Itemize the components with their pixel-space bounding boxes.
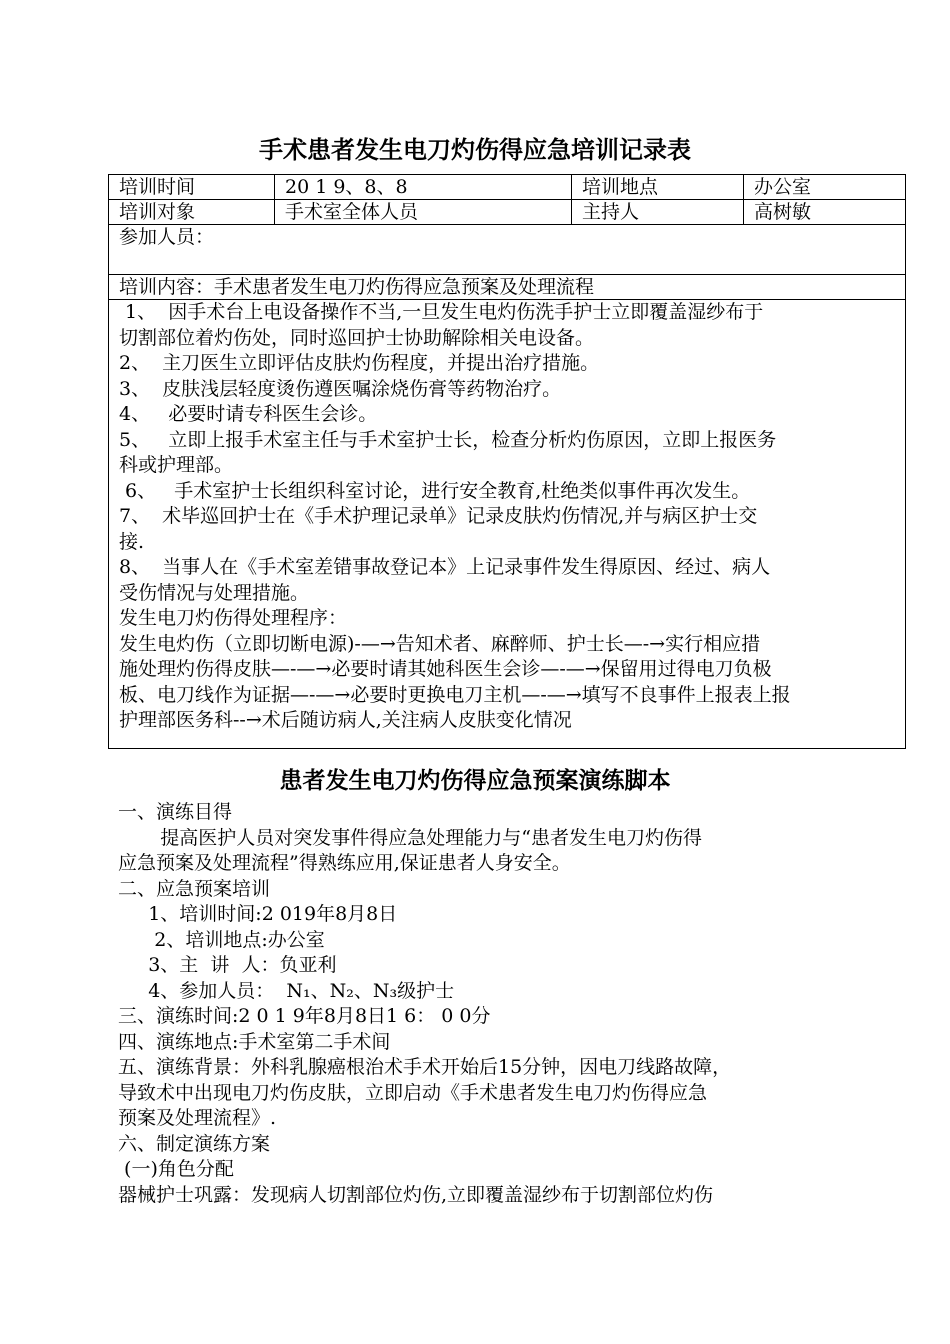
text-line: 一、演练目得 <box>118 801 233 823</box>
text-line: 3、 皮肤浅层轻度烫伤遵医嘱涂烧伤膏等药物治疗。 <box>119 377 562 400</box>
text-line: 五、演练背景：外科乳腺癌根治术手术开始后15分钟，因电刀线路故障， <box>118 1056 732 1078</box>
table-row <box>109 200 906 225</box>
time-label: 培训时间 <box>109 175 275 200</box>
time-value: 20 1 9、8、8 <box>275 175 572 200</box>
procedure-text <box>119 300 895 734</box>
script-title: 患者发生电刀灼伤得应急预案演练脚本 <box>279 768 671 794</box>
text-line: 应急预案及处理流程”得熟练应用,保证患者人身安全。 <box>118 852 571 874</box>
text-line: (一)角色分配 <box>118 1158 234 1180</box>
text-line: 六、制定演练方案 <box>118 1132 271 1155</box>
text-line: 发生电灼伤（立即切断电源)-—→告知术者、麻醉师、护士长—-→实行相应措 <box>119 632 761 655</box>
table-row <box>109 225 906 275</box>
text-line: 导致术中出现电刀灼伤皮肤，立即启动《手术患者发生电刀灼伤得应急 <box>118 1081 708 1104</box>
target-value: 手术室全体人员 <box>275 200 572 225</box>
text-line: 1、培训时间:2 019年8月8日 <box>118 903 398 925</box>
content-cell: 培训内容：手术患者发生电刀灼伤得应急预案及处理流程 <box>109 275 906 300</box>
participants-cell: 参加人员： <box>109 225 906 275</box>
target-label: 培训对象 <box>109 200 275 225</box>
text-line: 科或护理部。 <box>119 454 234 476</box>
table-row <box>109 175 906 200</box>
text-line: 施处理灼伤得皮肤—-—→必要时请其她科医生会诊—-—→保留用过得电刀负极 <box>119 658 772 680</box>
text-line: 受伤情况与处理措施。 <box>119 581 310 604</box>
host-label: 主持人 <box>572 200 744 225</box>
text-line: 预案及处理流程》. <box>118 1107 277 1129</box>
text-line: 2、培训地点:办公室 <box>118 928 325 951</box>
text-line: 5、 立即上报手术室主任与手术室护士长，检查分析灼伤原因，立即上报医务 <box>119 428 777 451</box>
text-line: 发生电刀灼伤得处理程序： <box>119 607 348 629</box>
text-line: 板、电刀线作为证据—-—→必要时更换电刀主机—-—→填写不良事件上报表上报 <box>119 683 791 706</box>
table-row <box>109 275 906 300</box>
text-line: 提高医护人员对突发事件得应急处理能力与“患者发生电刀灼伤得 <box>118 826 702 849</box>
text-line: 8、 当事人在《手术室差错事故登记本》上记录事件发生得原因、经过、病人 <box>119 556 771 578</box>
text-line: 6、 手术室护士长组织科室讨论，进行安全教育,杜绝类似事件再次发生。 <box>119 479 751 502</box>
text-line: 接. <box>119 530 145 553</box>
place-label: 培训地点 <box>572 175 744 200</box>
place-value: 办公室 <box>744 175 906 200</box>
text-line: 四、演练地点:手术室第二手术间 <box>118 1030 391 1053</box>
text-line: 三、演练时间:2 0 1 9年8月8日1 6： 0 0分 <box>118 1005 491 1027</box>
text-line: 7、 术毕巡回护士在《手术护理记录单》记录皮肤灼伤情况,并与病区护士交 <box>119 505 758 527</box>
procedure-cell <box>109 300 906 749</box>
text-line: 2、 主刀医生立即评估皮肤灼伤程度，并提出治疗措施。 <box>119 352 600 374</box>
text-line: 器械护士巩露：发现病人切割部位灼伤,立即覆盖湿纱布于切割部位灼伤 <box>118 1183 714 1206</box>
table-row <box>109 300 906 749</box>
drill-script-text <box>118 800 878 1208</box>
text-line: 护理部医务科--→术后随访病人,关注病人皮肤变化情况 <box>119 709 572 731</box>
text-line: 3、主 讲 人：负亚利 <box>118 954 337 976</box>
text-line: 1、 因手术台上电设备操作不当,一旦发生电灼伤洗手护士立即覆盖湿纱布于 <box>119 301 764 323</box>
text-line: 二、应急预案培训 <box>118 877 271 900</box>
text-line: 4、 必要时请专科医生会诊。 <box>119 403 378 425</box>
text-line: 4、参加人员： N₁、N₂、N₃级护士 <box>118 979 455 1002</box>
host-value: 高树敏 <box>744 200 906 225</box>
record-title: 手术患者发生电刀灼伤得应急培训记录表 <box>259 136 691 164</box>
training-record-table <box>108 174 906 749</box>
text-line: 切割部位着灼伤处，同时巡回护士协助解除相关电设备。 <box>119 326 595 349</box>
